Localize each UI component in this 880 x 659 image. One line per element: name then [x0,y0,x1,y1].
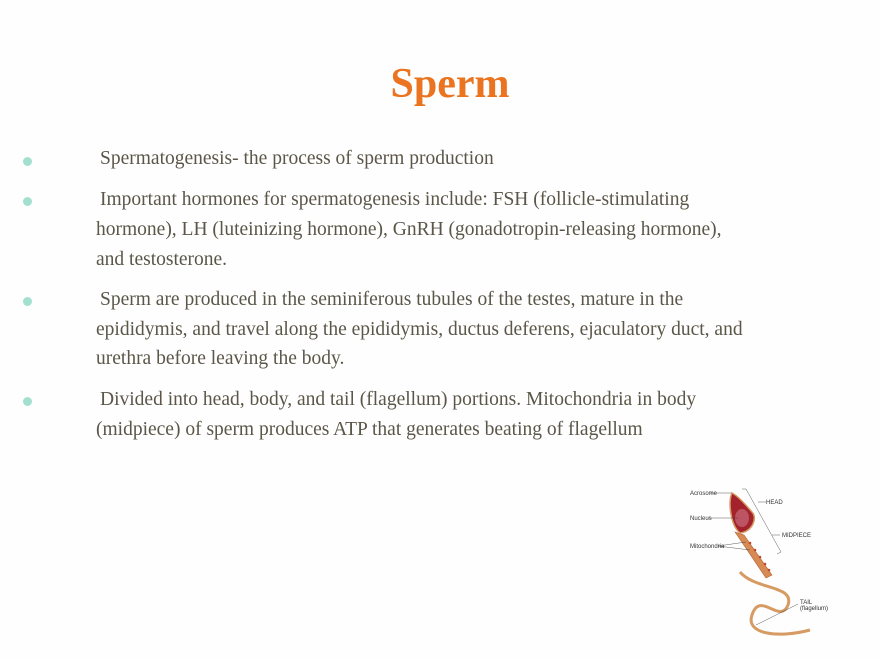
label-nucleus: Nucleus [690,516,712,522]
bullet-dot-icon [23,157,32,166]
label-mitochondria: Mitochondria [690,544,725,550]
bullet-dot-icon [23,197,32,206]
label-head: HEAD [766,500,783,506]
bullet-text: Important hormones for spermatogenesis include: FSH (follicle-stimulating [100,189,690,210]
slide-title: Sperm [390,61,510,107]
bullet-text: Spermatogenesis- the process of sperm production [100,148,494,169]
label-tail: TAIL [800,600,813,606]
bullet-text: and testosterone. [96,249,228,270]
bullet-text: hormone), LH (luteinizing hormone), GnRH (gonadotropin-releasing hormone), [96,219,722,240]
label-tail-flagellum: (flagellum) [800,606,829,612]
bullet-text: epididymis, and travel along the epididymis, ductus deferens, ejaculatory duct, and [96,319,743,340]
bullet-text: urethra before leaving the body. [96,348,345,369]
sperm-diagram [680,480,840,640]
label-acrosome: Acrosome [690,491,718,497]
midpiece-shape [735,532,772,578]
bullet-dot-icon [23,397,32,406]
label-midpiece: MIDPIECE [782,533,812,539]
bullet-dot-icon [23,297,32,306]
bullet-text: Divided into head, body, and tail (flagellum) portions. Mitochondria in body [100,389,697,410]
bullet-text: (midpiece) of sperm produces ATP that generates beating of flagellum [96,419,643,440]
bullet-text: Sperm are produced in the seminiferous tubules of the testes, mature in the [100,289,684,310]
